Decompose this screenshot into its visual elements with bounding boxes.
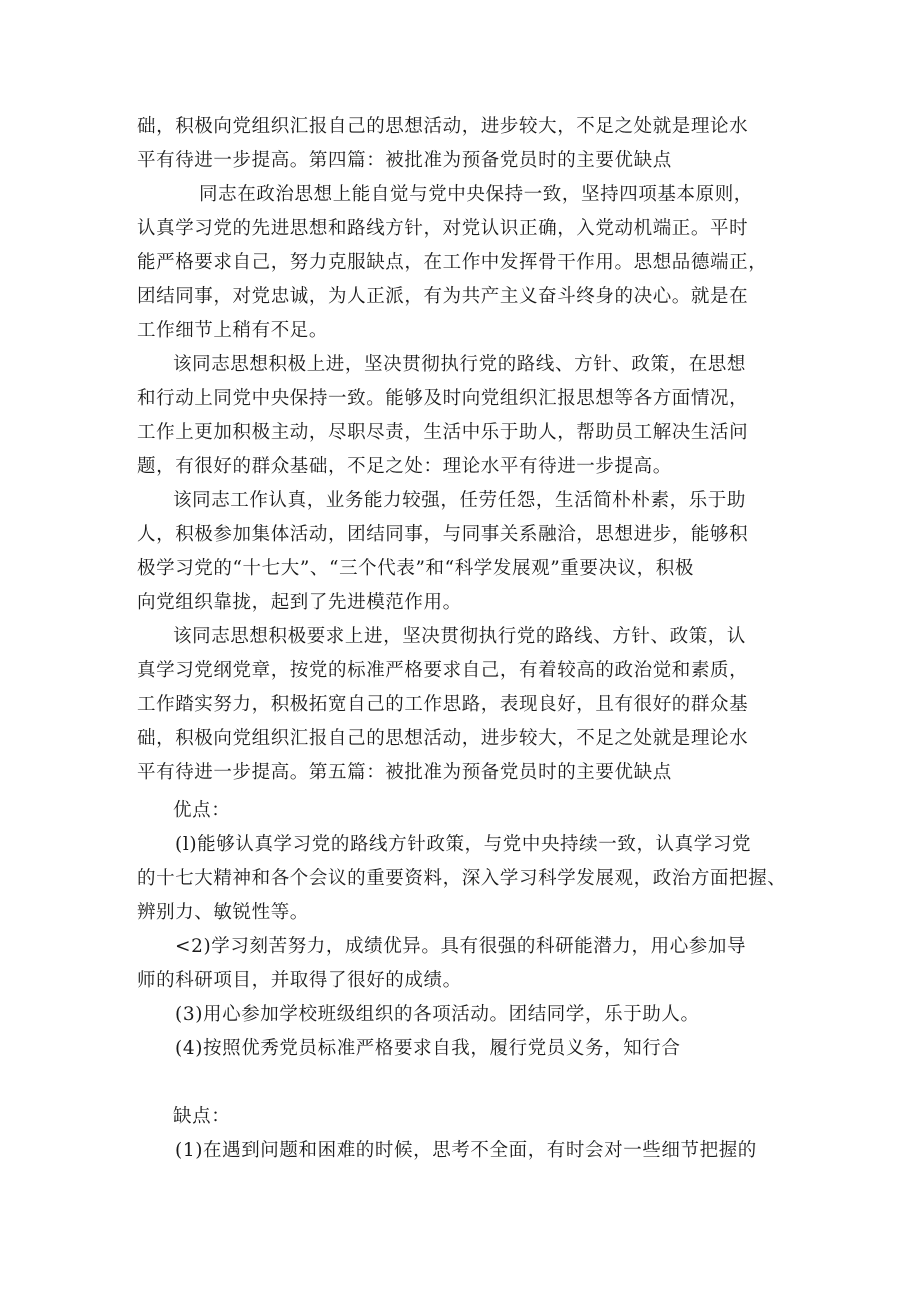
text-line: (l)能够认真学习党的路线方针政策，与党中央持续一致，认真学习党: [175, 834, 752, 855]
text-line: 极学习党的“十七大”、“三个代表”和“科学发展观”重要决议，积极: [137, 558, 694, 579]
text-line: 的十七大精神和各个会议的重要资料，深入学习科学发展观，政治方面把握、: [137, 868, 787, 889]
strengths-heading: 优点：: [173, 800, 231, 821]
paragraph-evaluation-2: [137, 348, 787, 484]
text-line: <2)学习刻苦努力，成绩优异。具有很强的科研能潜力，用心参加导: [175, 936, 747, 957]
strength-item-1: [137, 828, 787, 930]
text-line: 工作细节上稍有不足。: [137, 320, 329, 341]
text-line: 和行动上同党中央保持一致。能够及时向党组织汇报思想等各方面情况，: [137, 388, 749, 409]
text-line: 工作上更加积极主动，尽职尽责，生活中乐于助人，帮助员工解决生活问: [137, 422, 749, 443]
paragraph-evaluation-3: [137, 484, 787, 620]
text-line: 工作踏实努力，积极拓宽自己的工作思路，表现良好，且有很好的群众基: [137, 694, 749, 715]
text-line: 平有待进一步提高。第五篇：被批准为预备党员时的主要优缺点: [137, 762, 672, 783]
text-line: 团结同事，对党忠诚，为人正派，有为共产主义奋斗终身的决心。就是在: [137, 286, 749, 307]
weaknesses-heading: 缺点：: [173, 1106, 231, 1127]
text-line: 该同志思想积极上进，坚决贯彻执行党的路线、方针、政策，在思想: [173, 354, 747, 375]
text-line: 同志在政治思想上能自觉与党中央保持一致，坚持四项基本原则，: [199, 184, 753, 205]
strength-item-2: [137, 930, 787, 998]
paragraph-comrade-evaluation: [137, 178, 787, 348]
strength-item-4: [137, 1032, 787, 1066]
text-line: 础，积极向党组织汇报自己的思想活动，进步较大，不足之处就是理论水: [137, 116, 749, 137]
text-line: (1)在遇到问题和困难的时候，思考不全面，有时会对一些细节把握的: [175, 1140, 757, 1161]
paragraph-continuation: [137, 110, 787, 178]
strength-item-3: [137, 998, 787, 1032]
text-line: 础，积极向党组织汇报自己的思想活动，进步较大，不足之处就是理论水: [137, 728, 749, 749]
text-line: 真学习党纲党章，按党的标准严格要求自己，有着较高的政治觉和素质，: [137, 660, 749, 681]
text-line: (3)用心参加学校班级组织的各项活动。团结同学，乐于助人。: [175, 1004, 700, 1025]
paragraph-evaluation-4: [137, 620, 787, 790]
text-line: 该同志工作认真，业务能力较强，任劳任怨，生活简朴朴素，乐于助: [173, 490, 747, 511]
text-line: 题，有很好的群众基础，不足之处：理论水平有待进一步提高。: [137, 456, 672, 477]
document-page: [137, 110, 787, 1168]
text-line: (4)按照优秀党员标准严格要求自我，履行党员义务，知行合: [175, 1038, 681, 1059]
text-line: 辨别力、敏锐性等。: [137, 902, 309, 923]
text-line: 人，积极参加集体活动，团结同事，与同事关系融洽，思想进步，能够积: [137, 524, 749, 545]
text-line: 认真学习党的先进思想和路线方针，对党认识正确，入党动机端正。平时: [137, 218, 749, 239]
text-line: 能严格要求自己，努力克服缺点，在工作中发挥骨干作用。思想品德端正，: [137, 252, 768, 273]
text-line: 向党组织靠拢，起到了先进模范作用。: [137, 592, 462, 613]
section-gap: [137, 1066, 787, 1096]
text-line: 平有待进一步提高。第四篇：被批准为预备党员时的主要优缺点: [137, 150, 672, 171]
text-line: 该同志思想积极要求上进，坚决贯彻执行党的路线、方针、政策，认: [173, 626, 747, 647]
text-line: 师的科研项目，并取得了很好的成绩。: [137, 970, 462, 991]
weakness-item-1: [137, 1134, 787, 1168]
